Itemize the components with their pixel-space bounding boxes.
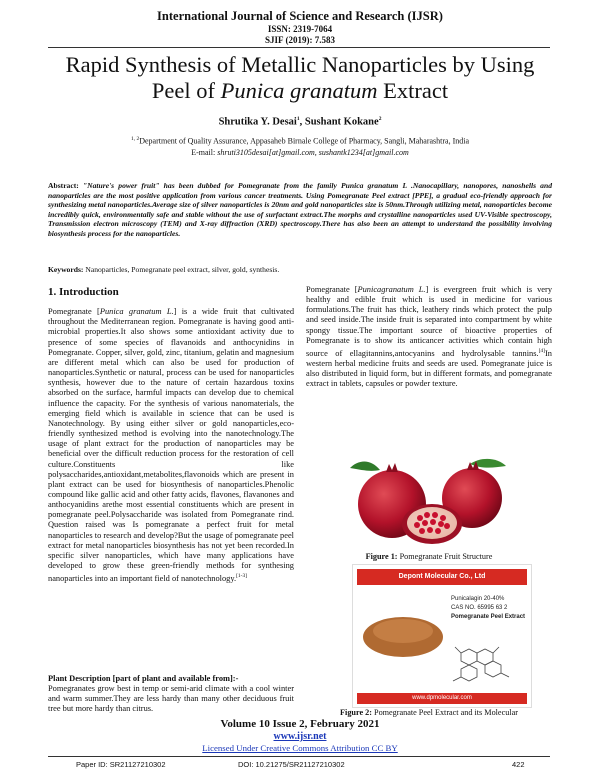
affiliation-dept: Department of Quality Assurance, Appasaheb Birnale College of Pharmacy, Sangli, Maharashtra, India — [139, 136, 470, 146]
figure-2-image — [352, 564, 532, 708]
journal-url-link[interactable]: www.ijsr.net — [273, 731, 327, 742]
journal-name: International Journal of Science and Research (IJSR) — [157, 9, 443, 23]
header-rule — [48, 47, 550, 48]
author-2-sup: 2 — [378, 116, 382, 122]
title-line-2-pre: Peel of — [151, 78, 221, 103]
keywords-text: Nanoparticles, Pomegranate peel extract, silver, gold, synthesis. — [83, 265, 280, 274]
title-italic-species: Punica granatum — [220, 78, 378, 103]
plant-description-text: Pomegranates grow best in temp or semi-arid climate with a cool winter and warm summer.They are less hardy than many other deciduous fruit tree but more hardy than citrus. — [48, 684, 294, 714]
paper-title — [30, 52, 570, 104]
intro-text-a: Pomegranate [ — [48, 307, 100, 317]
abstract-text: "Nature's power fruit" has been dubbed for Pomegranate from the family Punica granatum L .Nanocapillary, nanopores, nanoshells and nanoparticles are the most positive application from various cancer treatments. Using Pomegranate Peel extract [PPE], a gradual eco-friendly approach for synthesizing metal nanoparticles.Average size of silver nanoparticles is 20nm and gold nanoparticles size is 50nm.Through utilizing metal, nanoparticles become incredibly quick, environmentally safe and stable without the use of surfactant extract.The morphs and crystalline nanoparticles used UV-Visible spectroscopy, Transmission electron microscopy (TEM) and X-ray diffraction (XRD) spectroscopy.There has also been an attempt to understand the possibility involving biosynthesis process for the nanoparticles. — [48, 181, 552, 238]
leaf-shape — [350, 462, 380, 471]
figure-1-label: Figure 1: — [365, 552, 398, 561]
product-banner: Depont Molecular Co., Ltd — [357, 569, 527, 585]
email-label: E-mail: — [191, 147, 218, 157]
author-2: Sushant Kokane — [304, 116, 379, 128]
abstract-label: Abstract: — [48, 181, 83, 190]
powder-highlight — [373, 619, 433, 643]
figure-1-image — [340, 452, 520, 548]
paper-id: Paper ID: SR21127210302 — [76, 760, 166, 769]
figure-2-caption — [306, 708, 552, 717]
author-separator: , — [299, 116, 305, 128]
pomegranate-illustration — [340, 452, 520, 548]
authors — [0, 116, 600, 128]
page-number: 422 — [512, 760, 525, 769]
author-1-sup: 1 — [296, 116, 300, 122]
affiliation-sup: 1, 2 — [130, 136, 140, 142]
affiliation — [0, 134, 600, 158]
right-text-a: Pomegranate [ — [306, 285, 358, 294]
right-column-paragraph — [306, 285, 552, 389]
molecular-structure — [453, 647, 509, 681]
issn: ISSN: 2319-7064 — [267, 24, 333, 34]
plant-description-heading: Plant Description [part of plant and available from]:- — [48, 674, 239, 683]
right-reference: [4] — [538, 347, 546, 354]
product-cas: CAS NO. 65995 63 2 — [451, 605, 508, 611]
title-line-1: Rapid Synthesis of Metallic Nanoparticles by Using — [65, 52, 535, 77]
intro-species-italic: Punica granatum L. — [99, 307, 174, 317]
intro-text-b: ] is a wide fruit that cultivated throughout the Mediterranean region. Pomegranate is having good anti-microbial properties.It also shows some antioxidant activity due to presence of some species of flavanoids and anthocynidins in Pomegranate. Copper, silver, gold, zinc, titanium, gelatin and magnesium are different metal which can also be used for production of nanoparticles.Synthetic or natural, process can be used for nanoparticles synthesis, however due to the nature of certain hazardous toxins absorbed on the surface, harmful impacts can develop due to chemical influence the capacity. For the synthesis of various nanomaterials, the emerging field which is available in science that can be used is Nanotechnology. By using either silver or gold nanoparticles,eco-friendly synthesized method is evolving into the nanotechnology.The usage of plant extract for the production of nanoparticles may be beneficial over the difficult reduction process for the restoration of cell culture.Constituents like polysaccharides,antioxidant,metabolites,flavonoids which are present in plant extract can be used for biosynthesis of nanoparticles.Phenolic compound like gallic acid and other fatty acids, flavones, flavanones and anthocyanidins arethe most essential constituents which are present in pomegranate peel.Polysaccharide was isolated from Pomegranate rind. Question raised was Is pomegranate a perfect fruit for metal nanoparticles to research and develop?But the usage of pomegranate peel extract for metal nanoparticles biosynthesis has not yet been recorded.In specific silver nanoparticles, which have many applications have developed to grow these green-friendly methods for synthesing nanoparticles into an important field of nanotechnology. — [48, 307, 295, 584]
figure-1-caption — [306, 552, 552, 561]
right-text-c: In western herbal medicine fruits and seeds are used. Pomegranate juice is also distributed in liquid form, but in different formats, and pomegranate extract in tablets, capsules or powder texture. — [306, 348, 552, 389]
keywords-label: Keywords: — [48, 265, 84, 274]
keywords — [48, 265, 552, 274]
plant-description-section — [48, 674, 294, 715]
introduction-section — [48, 287, 294, 584]
introduction-heading: 1. Introduction — [48, 286, 119, 298]
product-label-block — [451, 595, 525, 622]
pomegranate-crown — [386, 463, 398, 472]
author-emails: shruti3105desai[at]gmail.com, sushantk1234[at]gmail.com — [217, 147, 409, 157]
intro-reference: [1-3] — [236, 573, 248, 580]
footer-issue: Volume 10 Issue 2, February 2021 — [220, 718, 380, 730]
product-name: Pomegranate Peel Extract — [451, 614, 526, 620]
doi: DOI: 10.21275/SR21127210302 — [238, 760, 345, 769]
right-species-italic: Punicagranatum L. — [357, 285, 426, 294]
sjif: SJIF (2019): 7.583 — [265, 35, 335, 45]
footer-rule — [48, 756, 550, 757]
right-text-b: ] is evergreen fruit which is very healthy and edible fruit which is used in medicine for various formulations.The fruit has thick, leathery rinds which protect the pulp and seed inside.The inside fruit is separated into compartment by white spongy tissue.The important source of bioactive properties of Pomegranate is to show its anticancer activities which contain high source of ellagitannins,antocyanins and hydrolysable tannins. — [306, 285, 553, 358]
figure-2-label: Figure 2: — [340, 708, 372, 717]
figure-1-caption-text: Pomegranate Fruit Structure — [397, 552, 493, 561]
abstract — [48, 181, 552, 239]
figure-2-caption-text: Pomegranate Peel Extract and its Molecular — [371, 708, 518, 717]
author-1: Shrutika Y. Desai — [218, 116, 297, 128]
product-compound: Punicalagin 20-40% — [451, 596, 505, 602]
title-line-2-post: Extract — [377, 78, 449, 103]
title-line-2 — [30, 78, 570, 104]
product-website: www.dpmolecular.com — [357, 693, 527, 704]
introduction-paragraph — [48, 307, 294, 584]
license-link[interactable]: Licensed Under Creative Commons Attribution CC BY — [202, 743, 398, 753]
